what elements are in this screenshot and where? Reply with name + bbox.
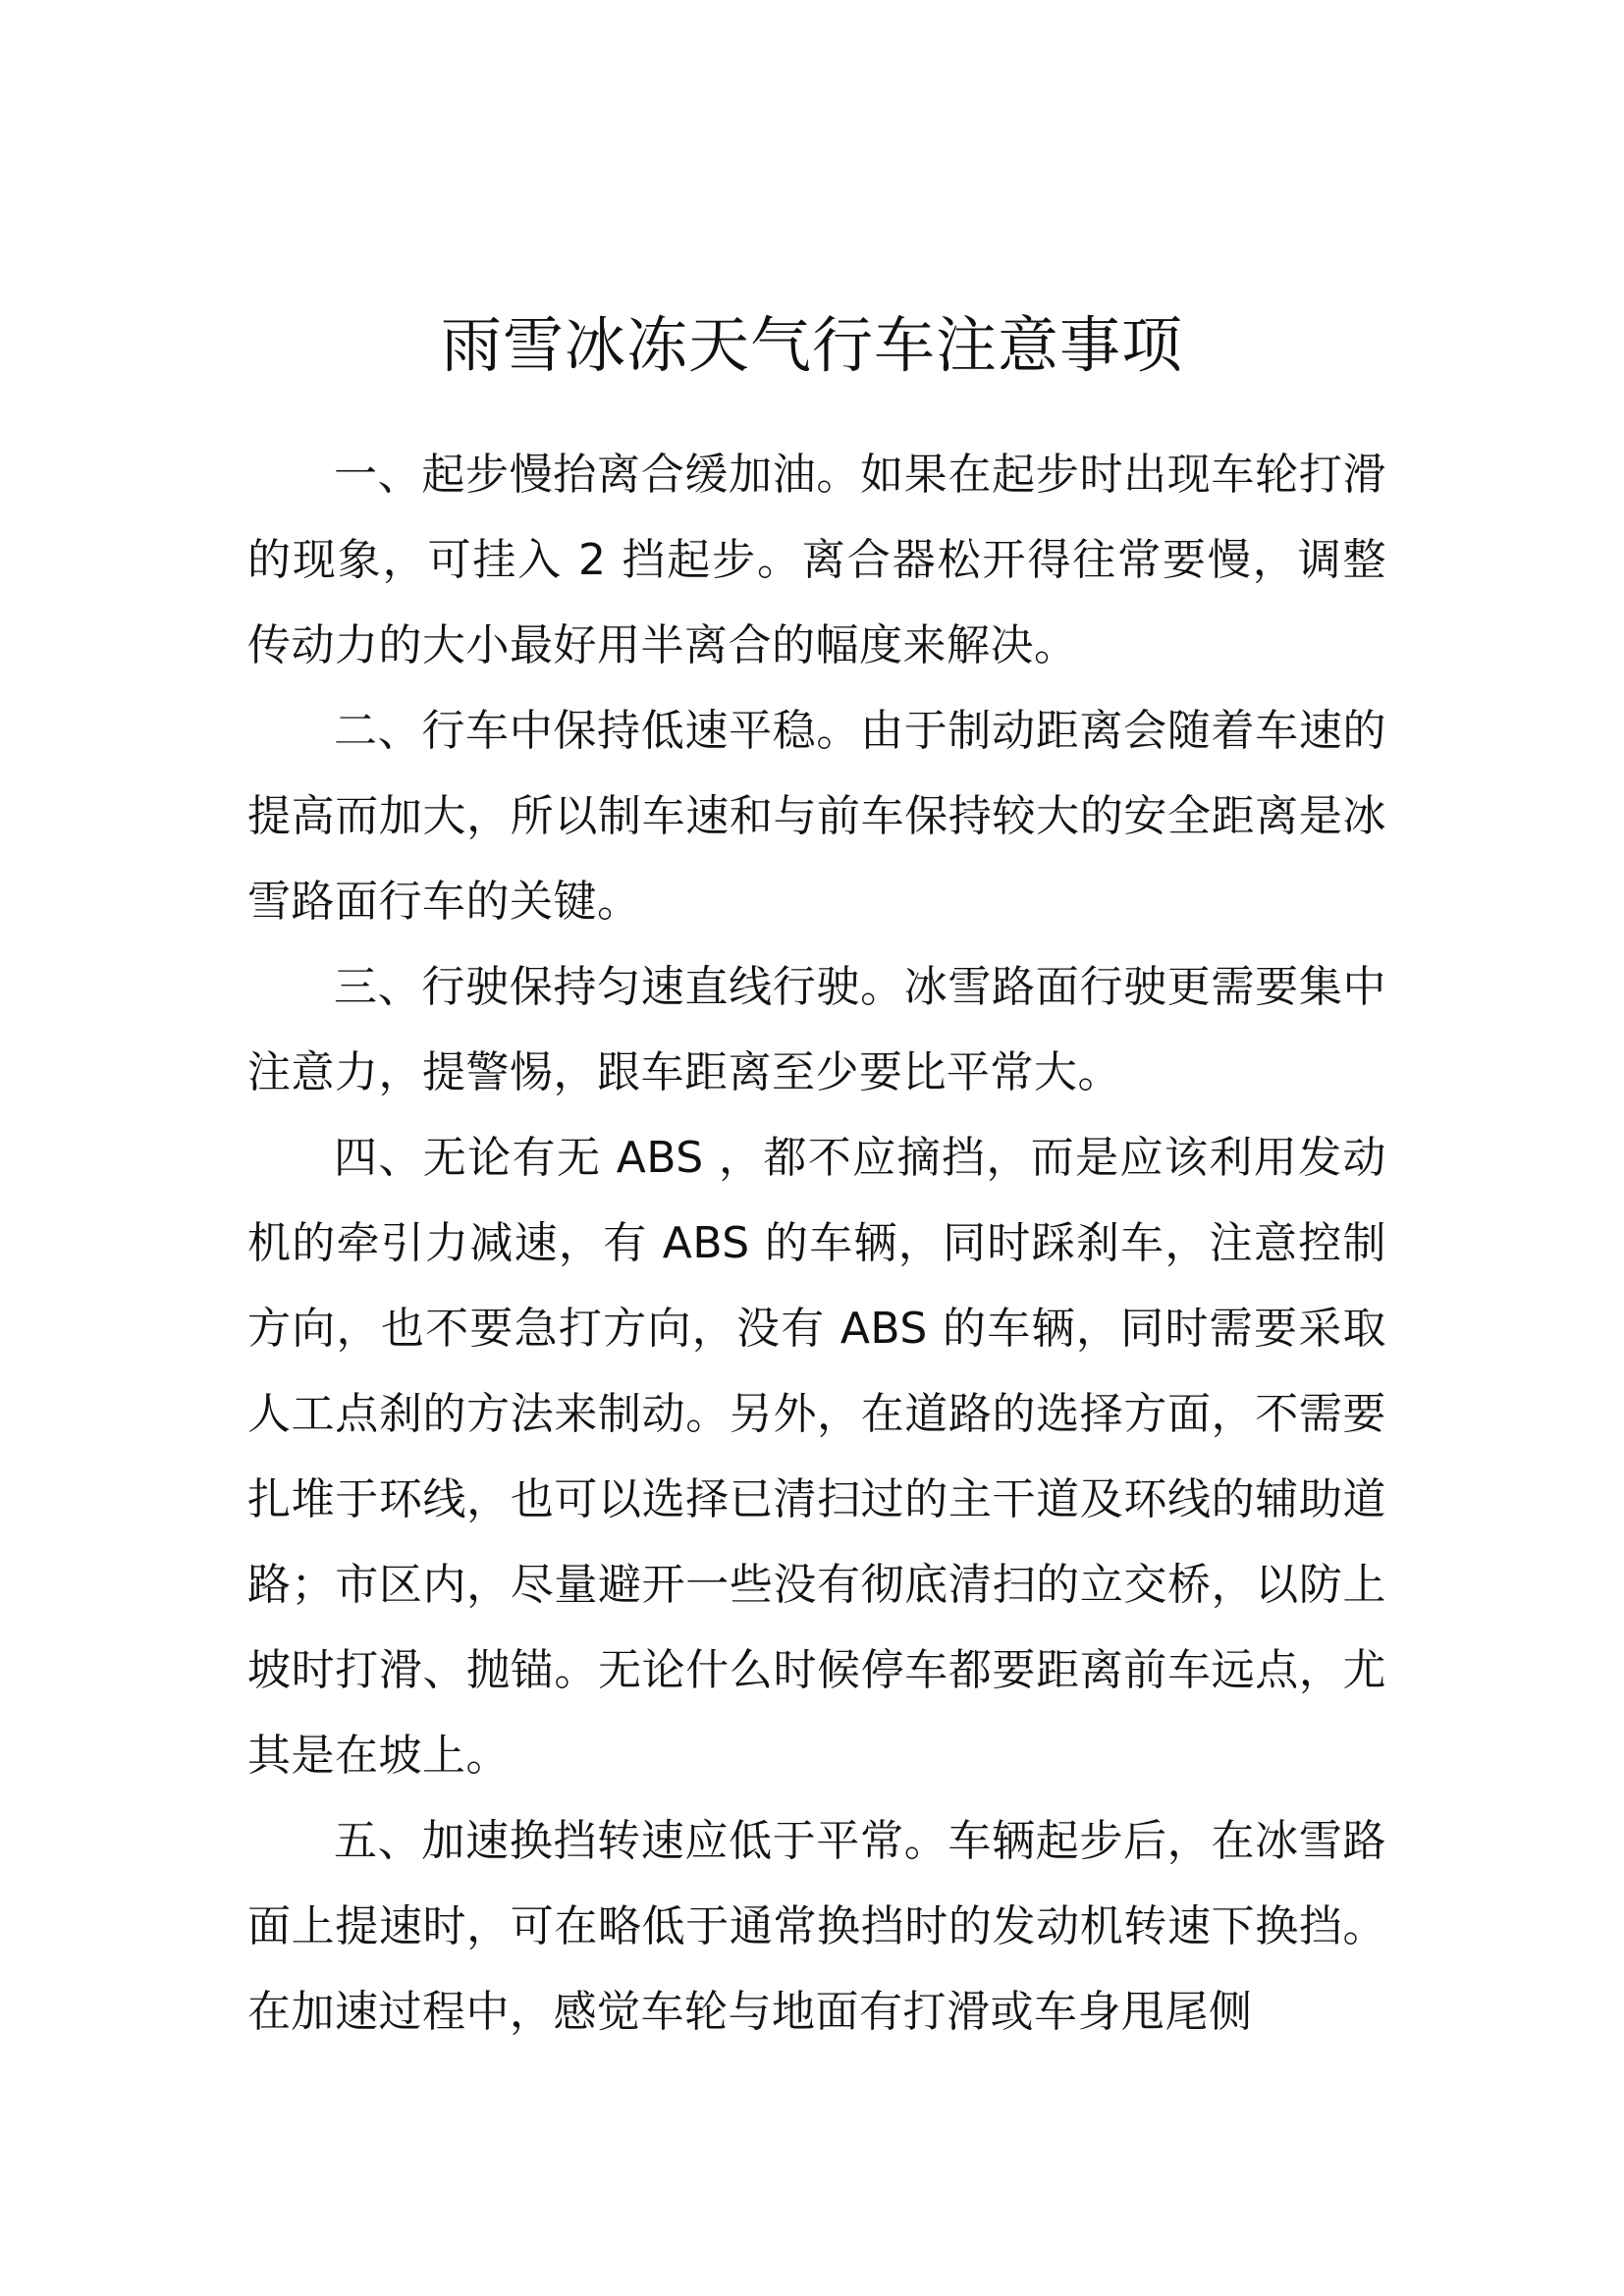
paragraph-2: 二、行车中保持低速平稳。由于制动距离会随着车速的提高而加大，所以制车速和与前车保持较大的安全距离是冰雪路面行车的关键。 (247, 706, 1386, 927)
document-body (247, 432, 1386, 2055)
paragraph-1: 一、起步慢抬离合缓加油。如果在起步时出现车轮打滑的现象，可挂入 2 挡起步。离合器松开得往常要慢，调整传动力的大小最好用半离合的幅度来解决。 (247, 450, 1386, 670)
paragraph-5: 五、加速换挡转速应低于平常。车辆起步后，在冰雪路面上提速时，可在略低于通常换挡时的发动机转速下换挡。在加速过程中，感觉车轮与地面有打滑或车身甩尾侧 (247, 1816, 1386, 2037)
paragraph-3: 三、行驶保持匀速直线行驶。冰雪路面行驶更需要集中注意力，提警惕，跟车距离至少要比平常大。 (247, 962, 1386, 1097)
document-title: 雨雪冰冻天气行车注意事项 (440, 309, 1183, 381)
paragraph-4: 四、无论有无 ABS ，都不应摘挡，而是应该利用发动机的牵引力减速，有 ABS 的车辆，同时踩刹车，注意控制方向，也不要急打方向，没有 ABS 的车辆，同时需要采取人工点刹的方法来制动。另外，在道路的选择方面，不需要扎堆于环线，也可以选择已清扫过的主干道及环线的辅助道路；市区内，尽量避开一些没有彻底清扫的立交桥，以防上坡时打滑、抛锚。无论什么时候停车都要距离前车远点，尤其是在坡上。 (247, 1133, 1386, 1781)
